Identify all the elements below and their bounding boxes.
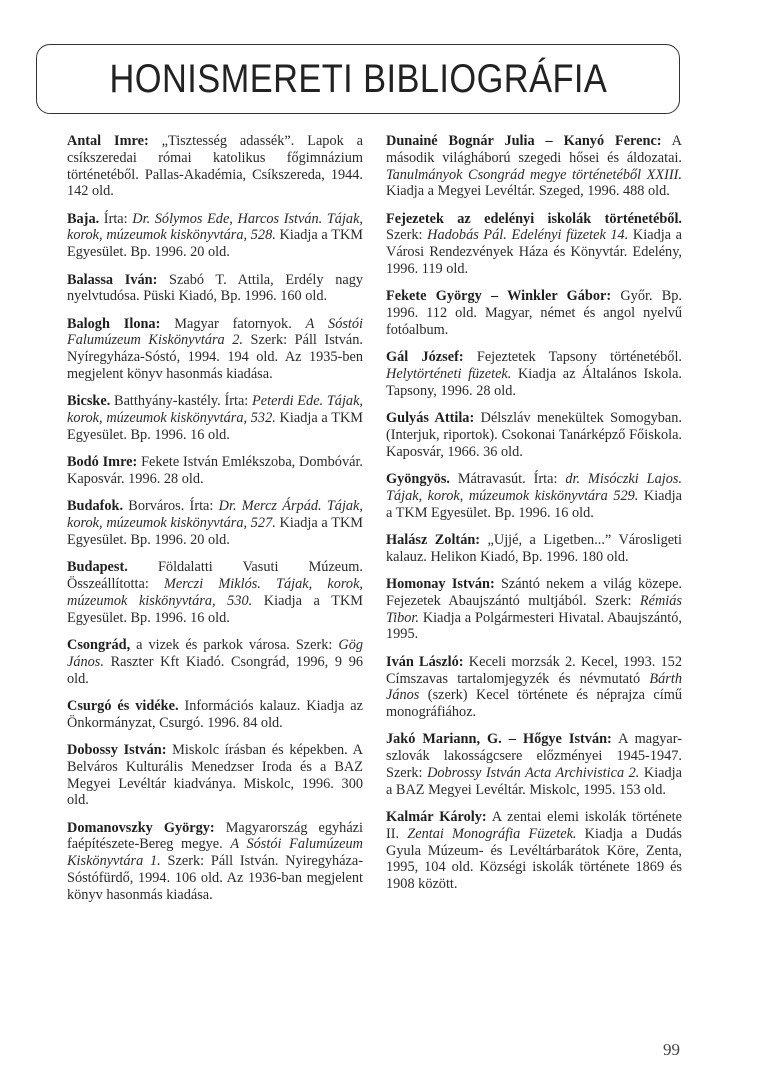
entry-text: Magyarország egyházi faépítészete-Bereg megye.	[67, 819, 363, 853]
entry-author: Dunainé Bognár Julia – Kanyó Ferenc:	[386, 133, 662, 149]
entry-text: Szerk:	[386, 227, 428, 244]
entry-series: Rémiás Tibor.	[386, 592, 682, 626]
entry-series: A Sóstói Falumúzeum Kiskönyvtára 2.	[67, 315, 363, 349]
entry-text: A magyar-szlovák lakosságcsere előzményei 1945-1947. Szerk:	[386, 731, 682, 781]
entry-text: „Ujjé, a Ligetben...” Városligeti kalauz. Helikon Kiadó, Bp. 1996. 180 old.	[386, 531, 683, 565]
bibliography-entry	[67, 316, 363, 383]
entry-series: Dr. Sólymos Ede, Harcos István. Tájak, korok, múzeumok kiskönyvtára, 528.	[67, 210, 363, 244]
entry-text: Mátravasút. Írta:	[449, 471, 566, 488]
bibliography-entry	[67, 393, 363, 443]
bibliography-entry	[386, 532, 682, 566]
entry-author: Fekete György – Winkler Gábor:	[386, 288, 612, 305]
entry-text: Győr. Bp. 1996. 112 old. Magyar, német és angol nyelvű fotóalbum.	[386, 288, 682, 338]
entry-publication: Kiadja a TKM Egyesület. Bp. 1996. 16 old.	[67, 592, 363, 626]
entry-publication: Kiadja a Polgármesteri Hivatal. Abaujszántó, 1995.	[386, 609, 682, 643]
entry-text: „Tisztesség adassék”. Lapok a csíkszeredai római katolikus főgimnázium történetéből. Pallas-Akadémia, Csíkszereda, 1944. 142 old.	[67, 133, 363, 200]
bibliography-entry	[386, 288, 682, 338]
page-title-box	[36, 44, 680, 114]
entry-publication: Kiadja a TKM Egyesület. Bp. 1996. 20 old.	[67, 515, 363, 548]
entry-publication: Kiadja a TKM Egyesület. Bp. 1996. 16 old.	[386, 487, 682, 521]
entry-publication: Kiadja a Városi Rendezvények Háza és Könyvtár. Edelény, 1996. 119 old.	[386, 227, 682, 278]
entry-series: Peterdi Ede. Tájak, korok, múzeumok kiskönyvtára, 532.	[67, 393, 363, 427]
bibliography-entry	[386, 211, 682, 278]
entry-publication: Kiadja a TKM Egyesület. Bp. 1996. 16 old.	[67, 410, 363, 443]
entry-publication: Raszter Kft Kiadó. Csongrád, 1996, 9 96 old.	[67, 653, 363, 687]
entry-text: Miskolc írásban és képekben. A Belváros Kulturális Menedzser Iroda és a BAZ Megyei Levéltár kiadványa. Miskolc, 1996. 300 old.	[67, 741, 363, 809]
entry-text: A zentai elemi iskolák története II.	[386, 809, 682, 842]
entry-publication: Szerk: Páll István. Nyíregyháza-Sóstó, 1994. 194 old. Az 1935-ben megjelent könyv hasonmás kiadása.	[67, 332, 363, 383]
bibliography-entry	[67, 637, 363, 687]
entry-series: dr. Misóczki Lajos. Tájak, korok, múzeumok kiskönyvtára 529.	[386, 471, 682, 504]
entry-series: Tanulmányok Csongrád megye történetéből XXIII.	[386, 166, 682, 183]
entry-series: Zentai Monográfia Füzetek.	[407, 825, 577, 842]
entry-author: Budapest.	[67, 559, 128, 576]
bibliography-entry	[67, 742, 363, 809]
entry-text: A második világháború szegedi hősei és áldozatai.	[386, 133, 682, 166]
bibliography-entry	[67, 498, 363, 548]
page-title: HONISMERETI BIBLIOGRÁFIA	[109, 56, 607, 101]
entry-author: Fejezetek az edelényi iskolák történetéből.	[386, 210, 682, 227]
entry-text: Szabó T. Attila, Erdély nagy nyelvtudósa. Püski Kiadó, Bp. 1996. 160 old.	[67, 271, 364, 305]
entry-series: Bárth János	[386, 670, 682, 704]
left-column	[67, 133, 363, 914]
entry-publication: Kiadja a Dudás Gyula Múzeum- és Levéltárbarátok Köre, Zenta, 1995, 104 old. Községi iskolák története 1869 és 1908 között.	[386, 825, 682, 893]
bibliography-entry	[386, 576, 682, 643]
entry-author: Csongrád,	[67, 636, 131, 653]
entry-text: Magyar fatornyok.	[160, 315, 306, 332]
entry-author: Antal Imre:	[67, 133, 149, 149]
bibliography-entry	[386, 133, 682, 200]
bibliography-entry	[386, 731, 682, 798]
entry-author: Dobossy István:	[67, 741, 167, 758]
entry-author: Kalmár Károly:	[386, 809, 487, 826]
bibliography-entry	[386, 471, 682, 521]
entry-author: Gál József:	[386, 349, 464, 366]
entry-publication: Szerk: Páll István. Nyiregyháza-Sóstófürdő, 1994. 106 old. Az 1936-ban megjelent könyv hasonmás kiadása.	[67, 853, 363, 903]
entry-author: Balogh Ilona:	[67, 315, 161, 332]
right-column	[386, 133, 682, 904]
entry-text: Keceli morzsák 2. Kecel, 1993. 152 Címszavas tartalomjegyzék és névmutató	[386, 653, 682, 687]
entry-series: Helytörténeti füzetek.	[386, 366, 512, 383]
entry-series: A Sóstói Falumúzeum Kiskönyvtára 1.	[67, 836, 363, 870]
entry-author: Budafok.	[67, 498, 124, 515]
entry-author: Iván László:	[386, 653, 464, 670]
bibliography-entry	[386, 349, 682, 399]
entry-publication: (szerk) Kecel története és néprajza című monográfiához.	[386, 687, 682, 721]
bibliography-entry	[67, 820, 363, 904]
entry-text: Batthyány-kastély. Írta:	[110, 393, 253, 410]
entry-text: a vizek és parkok városa. Szerk:	[130, 636, 339, 653]
bibliography-entry	[67, 454, 363, 488]
bibliography-entry	[67, 698, 363, 732]
entry-series: Hadobás Pál. Edelényi füzetek 14.	[427, 227, 629, 244]
entry-text: Fekete István Emlékszoba, Dombóvár. Kaposvár. 1996. 28 old.	[67, 454, 363, 488]
entry-publication: Kiadja az Általános Iskola. Tapsony, 1996. 28 old.	[386, 366, 682, 399]
entry-series: Gög János.	[67, 636, 363, 670]
bibliography-entry	[67, 133, 363, 200]
bibliography-entry	[67, 559, 363, 626]
entry-publication: Kiadja a TKM Egyesület. Bp. 1996. 20 old.	[67, 227, 363, 261]
entry-author: Bodó Imre:	[67, 454, 138, 471]
entry-author: Gyöngyös.	[386, 471, 450, 488]
entry-author: Jakó Mariann, G. – Hőgye István:	[386, 731, 612, 748]
entry-text: Fejeztetek Tapsony történetéből.	[463, 349, 682, 366]
bibliography-entry	[67, 211, 363, 261]
entry-author: Halász Zoltán:	[386, 531, 481, 548]
bibliography-entry	[386, 654, 682, 721]
entry-text: Információs kalauz. Kiadja az Önkormányzat, Csurgó. 1996. 84 old.	[67, 697, 363, 731]
entry-series: Dobrossy István Acta Archivistica 2.	[427, 765, 640, 781]
entry-series: Dr. Mercz Árpád. Tájak, korok, múzeumok kiskönyvtára, 527.	[67, 498, 363, 532]
entry-text: Borváros. Írta:	[123, 498, 219, 515]
entry-text: Földalatti Vasuti Múzeum. Összeállította:	[67, 559, 363, 593]
entry-author: Csurgó és vidéke.	[67, 697, 179, 714]
entry-publication: Kiadja a BAZ Megyei Levéltár. Miskolc, 1995. 153 old.	[386, 765, 682, 798]
entry-text: Délszláv menekültek Somogyban. (Interjuk, riportok). Csokonai Tanárképző Főiskola. Kaposvár, 1966. 36 old.	[386, 410, 682, 460]
entry-author: Balassa Iván:	[67, 271, 158, 288]
entry-author: Gulyás Attila:	[386, 410, 475, 427]
entry-author: Domanovszky György:	[67, 819, 215, 836]
entry-author: Baja.	[67, 210, 100, 227]
entry-series: Merczi Miklós. Tájak, korok, múzeumok kiskönyvtára, 530.	[67, 576, 363, 609]
bibliography-entry	[386, 809, 682, 893]
bibliography-entry	[67, 272, 363, 306]
entry-publication: Kiadja a Megyei Levéltár. Szeged, 1996. 488 old.	[386, 183, 670, 200]
page-number: 99	[663, 1040, 680, 1059]
entry-text: Írta:	[99, 210, 133, 227]
entry-author: Homonay István:	[386, 576, 495, 593]
bibliography-entry	[386, 410, 682, 460]
entry-author: Bicske.	[67, 393, 111, 410]
entry-text: Szántó nekem a világ közepe. Fejezetek Abaujszántó multjából. Szerk:	[386, 576, 683, 609]
